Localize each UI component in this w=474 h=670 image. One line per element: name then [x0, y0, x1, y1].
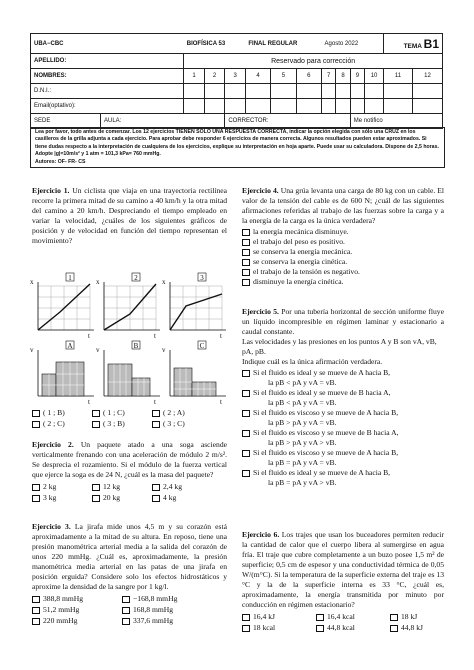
grade-cell[interactable] [412, 84, 442, 99]
instructions-box [30, 127, 445, 168]
svg-text:v: v [162, 346, 166, 354]
ex5-option-3[interactable]: Si el fluido es viscoso y se mueve de A hacia B, la pB > pA y vA = vB. [242, 408, 444, 428]
grade-col-8: 8 [336, 69, 350, 84]
corrector-label: CORRECTOR: [225, 114, 350, 129]
exercise-6-statement [242, 530, 444, 610]
checkbox[interactable] [92, 484, 100, 491]
ex3-option-2[interactable]: −168,8 mmHg [122, 594, 212, 604]
x-axis-label: x [30, 278, 34, 286]
grade-cell[interactable] [350, 84, 364, 99]
exercise-1-graphs [30, 270, 230, 406]
checkbox[interactable] [122, 618, 130, 625]
position-graph-label-2: 2 [134, 274, 138, 282]
checkbox[interactable] [32, 484, 40, 491]
exercise-3 [32, 522, 227, 626]
exercise-5 [242, 307, 444, 488]
exercise-5-statement [242, 307, 444, 337]
grade-cell[interactable] [336, 84, 350, 99]
ex3-option-5[interactable]: 220 mmHg [32, 616, 122, 626]
svg-text:t: t [220, 332, 222, 340]
exercise-2 [32, 440, 227, 503]
ex3-option-6[interactable]: 337,6 mmHg [122, 616, 212, 626]
ex1-option-1[interactable]: ( 1 ; B) [32, 408, 92, 418]
checkbox[interactable] [316, 625, 324, 632]
sede-label: SEDE [31, 114, 101, 129]
t-axis-label: t [88, 332, 90, 340]
grade-col-11: 11 [384, 69, 413, 84]
checkbox[interactable] [152, 410, 160, 417]
position-graph-label-1: 1 [68, 274, 72, 282]
grade-cell[interactable] [350, 99, 364, 114]
checkbox[interactable] [242, 390, 250, 397]
ex2-option-5[interactable]: 20 kg [92, 493, 152, 503]
apellido-label: APELLIDO: [31, 54, 184, 69]
grade-col-7: 7 [322, 69, 336, 84]
exercise-3-text: La jirafa mide unos 4,5 m y su corazón está aproximadamente a la mitad de su altura. En reposo, tiene una presión manométrica arterial media a la salida del corazón de unos 220 mmHg. ¿Cuál es, aproximadamente, la presión manométrica media arterial en las patas de una jirafa en posición erguida? Considere solo los efectos hidrostáticos y aproxime la densidad de la sangre por 1 kg/l. [32, 522, 227, 591]
checkbox[interactable] [242, 410, 250, 417]
checkbox[interactable] [32, 596, 40, 603]
exercise-6-title: Ejercicio 6. [242, 530, 280, 539]
checkbox[interactable] [242, 430, 250, 437]
checkbox[interactable] [390, 625, 398, 632]
ex6-option-3[interactable]: 18 kJ [390, 612, 444, 622]
grade-col-10: 10 [365, 69, 384, 84]
ex5-option-4[interactable]: Si el fluido es viscoso y se mueve de B hacia A, la pB > pA y vA > vB. [242, 428, 444, 448]
ex5-option-1[interactable]: Si el fluido es ideal y se mueve de A hacia B, la pB < pA y vA = vB. [242, 368, 444, 388]
exercise-3-title: Ejercicio 3. [32, 522, 71, 531]
email-label: Email(optativo): [31, 99, 184, 114]
checkbox[interactable] [122, 607, 130, 614]
ex4-option-2[interactable]: el trabajo del peso es positivo. [242, 237, 444, 247]
ex3-option-3[interactable]: 51,2 mmHg [32, 605, 122, 615]
ex6-option-6[interactable]: 44,8 kJ [390, 623, 444, 633]
grade-cell[interactable] [412, 99, 442, 114]
grade-cell[interactable] [384, 84, 413, 99]
ex2-option-4[interactable]: 3 kg [32, 493, 92, 503]
grade-cell[interactable] [184, 99, 205, 114]
exercise-1-options [32, 408, 232, 429]
exercise-1-statement [32, 186, 227, 246]
svg-text:x: x [96, 278, 100, 286]
exercise-5-text-2: Las velocidades y las presiones en los puntos A y B son vA, vB, pA, pB. [242, 337, 437, 356]
grade-col-6: 6 [296, 69, 321, 84]
checkbox[interactable] [92, 421, 100, 428]
grade-cell[interactable] [245, 99, 270, 114]
checkbox[interactable] [152, 421, 160, 428]
ex6-option-5[interactable]: 44,8 kcal [316, 623, 390, 633]
checkbox[interactable] [32, 618, 40, 625]
tema-code: B1 [423, 36, 439, 51]
dni-label: D.N.I.: [31, 84, 184, 99]
exercise-4-text: Una grúa levanta una carga de 80 kg con un cable. El valor de la tensión del cable es de 600 N; ¿cuál de las siguientes afirmaciones referidas al trabajo de las fuerzas sobre la carga y a la energía de la carga es la única verdadera? [242, 186, 444, 225]
grade-cell[interactable] [184, 84, 205, 99]
velocity-graph-C [162, 341, 226, 406]
exercise-1-text: Un ciclista que viaja en una trayectoria rectilínea recorre la primera mitad de su camino a 40 km/h y la otra mitad del camino a 20 km/h. Despreciando el tiempo empleado en variar la velocidad, ¿cuáles de los siguientes gráficos de posición y de velocidad en función del tiempo representan el movimiento? [32, 186, 227, 245]
checkbox[interactable] [32, 495, 40, 502]
checkbox[interactable] [152, 484, 160, 491]
ex2-option-3[interactable]: 2,4 kg [152, 482, 212, 492]
exercise-2-title: Ejercicio 2. [32, 440, 74, 449]
tema-cell [384, 34, 443, 54]
ex2-option-2[interactable]: 12 kg [92, 482, 152, 492]
grade-col-1: 1 [184, 69, 205, 84]
exam-header-table [30, 33, 443, 129]
grade-cell[interactable] [365, 84, 384, 99]
exercise-6 [242, 530, 444, 633]
notificado-label: Me notifico [350, 114, 442, 129]
ex1-option-6[interactable]: ( 3 ; C) [152, 419, 212, 429]
ex1-option-4[interactable]: ( 2 ; C) [32, 419, 92, 429]
grade-col-2: 2 [204, 69, 225, 84]
left-column [32, 186, 227, 246]
ex1-option-5[interactable]: ( 3 ; B) [92, 419, 152, 429]
ex2-option-1[interactable]: 2 kg [32, 482, 92, 492]
grade-cell[interactable] [322, 99, 336, 114]
position-graph-label-3: 3 [200, 274, 204, 282]
exercise-4 [242, 186, 444, 287]
exercise-3-statement [32, 522, 227, 592]
ex4-option-3[interactable]: se conserva la energía mecánica. [242, 247, 444, 257]
ex1-option-3[interactable]: ( 2 ; A) [152, 408, 212, 418]
checkbox[interactable] [122, 596, 130, 603]
grade-cell[interactable] [225, 84, 246, 99]
exercise-2-statement [32, 440, 227, 480]
ex4-option-4[interactable]: se conserva la energía cinética. [242, 257, 444, 267]
velocity-graph-B [96, 341, 160, 406]
exercise-5-text-3: Indique cuál es la única afirmación verdadera. [242, 357, 383, 366]
svg-text:v: v [96, 346, 100, 354]
checkbox[interactable] [242, 279, 250, 286]
checkbox[interactable] [242, 370, 250, 377]
grade-cell[interactable] [322, 84, 336, 99]
checkbox[interactable] [242, 625, 250, 632]
grade-col-12: 12 [412, 69, 442, 84]
grade-cell[interactable] [225, 99, 246, 114]
ex6-option-1[interactable]: 16,4 kJ [242, 612, 316, 622]
svg-text:t: t [88, 398, 90, 406]
checkbox[interactable] [242, 269, 250, 276]
authors-text: Autores: OF- FR- CS [35, 158, 86, 165]
exercise-4-statement [242, 186, 444, 226]
checkbox[interactable] [92, 410, 100, 417]
svg-text:t: t [154, 398, 156, 406]
exercise-4-title: Ejercicio 4. [242, 186, 279, 195]
checkbox[interactable] [242, 614, 250, 621]
grade-cell[interactable] [271, 99, 296, 114]
svg-text:x: x [162, 278, 166, 286]
checkbox[interactable] [92, 495, 100, 502]
nombres-label: NOMBRES: [31, 69, 184, 84]
exercise-5-title: Ejercicio 5. [242, 307, 279, 316]
grade-cell[interactable] [336, 99, 350, 114]
velocity-graph-A [30, 341, 94, 406]
ex4-option-6[interactable]: disminuye la energía cinética. [242, 277, 444, 287]
velocity-graph-label-B: B [133, 342, 139, 350]
position-graph-1 [30, 273, 94, 340]
v-axis-label: v [30, 346, 34, 354]
grade-col-5: 5 [271, 69, 296, 84]
exercise-5-text: Por una tubería horizontal de sección uniforme fluye un líquido incompresible en régimen laminar y estacionario a caudal constante. [242, 307, 444, 336]
checkbox[interactable] [242, 239, 250, 246]
grade-cell[interactable] [204, 84, 225, 99]
grade-cell[interactable] [296, 84, 321, 99]
checkbox[interactable] [242, 259, 250, 266]
checkbox[interactable] [242, 249, 250, 256]
checkbox[interactable] [390, 614, 398, 621]
ex1-option-2[interactable]: ( 1 ; C) [92, 408, 152, 418]
institution-label: UBA−CBC [31, 34, 184, 54]
svg-text:t: t [154, 332, 156, 340]
checkbox[interactable] [152, 495, 160, 502]
checkbox[interactable] [32, 410, 40, 417]
ex3-option-1[interactable]: 388,8 mmHg [32, 594, 122, 604]
exercise-1-title: Ejercicio 1. [32, 186, 70, 195]
grade-col-9: 9 [350, 69, 364, 84]
exam-type-label: FINAL REGULAR [245, 34, 321, 54]
position-graph-3 [162, 273, 226, 340]
reservado-label: Reservado para corrección [184, 54, 443, 69]
ex6-option-4[interactable]: 18 kcal [242, 623, 316, 633]
grade-col-4: 4 [245, 69, 270, 84]
course-label: BIOFÍSICA 53 [184, 34, 246, 54]
exercise-6-text: Los trajes que usan los buceadores permiten reducir la cantidad de calor que el cuerpo libera al sumergirse en agua fría. El traje que cubre completamente a un buzo posee 1,5 m² de superficie; 0,5 cm de espesor y una conductividad térmica de 0,05 W/(m°C). Si la temperatura de la superficie externa del traje es 13 °C y la de la superficie interna es 33 °C, ¿cuál es, aproximadamente, la energía transmitida por minuto por conducción en régimen estacionario? [242, 530, 444, 609]
grade-cell[interactable] [296, 99, 321, 114]
velocity-graph-label-A: A [67, 342, 73, 350]
tema-label: TEMA [403, 42, 422, 50]
ex4-option-1[interactable]: la energía mecánica disminuye. [242, 227, 444, 237]
ex5-option-2[interactable]: Si el fluido es ideal y se mueve de B hacia A, la pB < pA y vA = vB. [242, 388, 444, 408]
instructions-text: Lea por favor, todo antes de comenzar. Los 12 ejercicios TIENEN SOLO UNA RESPUESTA CORRECTA, indicar la opción elegida con sólo una CRUZ en los casilleros de la grilla adjunta a cada ejercicio. Para aprobar debe responder 6 ejercicios de manera correcta. Algunos resultados pueden estar aproximados. Si tiene dudas respecto a la interpretación de cualquiera de los ejercicios, explique su interpretación en hoja aparte. Puede usar su calculadora. Dispone de 2,5 horas. Adopte |g|=10m/s² y 1 atm = 101,3 kPa= 760 mmHg. [35, 129, 439, 158]
ex4-option-5[interactable]: el trabajo de la tensión es negativo. [242, 267, 444, 277]
grade-cell[interactable] [365, 99, 384, 114]
grade-cell[interactable] [204, 99, 225, 114]
grade-cell[interactable] [245, 84, 270, 99]
grade-cell[interactable] [384, 99, 413, 114]
grade-cell[interactable] [271, 84, 296, 99]
grade-col-3: 3 [225, 69, 246, 84]
checkbox[interactable] [32, 421, 40, 428]
exercise-2-text: Un paquete atado a una soga asciende verticalmente frenando con una aceleración de módulo 2 m/s². Se desprecia el rozamiento. Si el módulo de la fuerza vertical que ejerce la soga es de 24 N, ¿cuál es la masa del paquete? [32, 440, 227, 479]
checkbox[interactable] [316, 614, 324, 621]
aula-label: AULA: [101, 114, 225, 129]
ex2-option-6[interactable]: 4 kg [152, 493, 212, 503]
ex6-option-2[interactable]: 16,4 kcal [316, 612, 390, 622]
svg-text:t: t [220, 398, 222, 406]
checkbox[interactable] [242, 450, 250, 457]
position-graph-2 [96, 273, 160, 340]
ex5-option-6[interactable]: Si el fluido es ideal y se mueve de A hacia B, la pB = pA y vA > vB. [242, 468, 444, 488]
checkbox[interactable] [242, 470, 250, 477]
checkbox[interactable] [242, 229, 250, 236]
exam-date-label: Agosto 2022 [322, 34, 384, 54]
velocity-graph-label-C: C [199, 342, 205, 350]
ex5-option-5[interactable]: Si el fluido es viscoso y se mueve de A hacia B, la pB = pA y vA = vB. [242, 448, 444, 468]
checkbox[interactable] [32, 607, 40, 614]
ex3-option-4[interactable]: 168,8 mmHg [122, 605, 212, 615]
